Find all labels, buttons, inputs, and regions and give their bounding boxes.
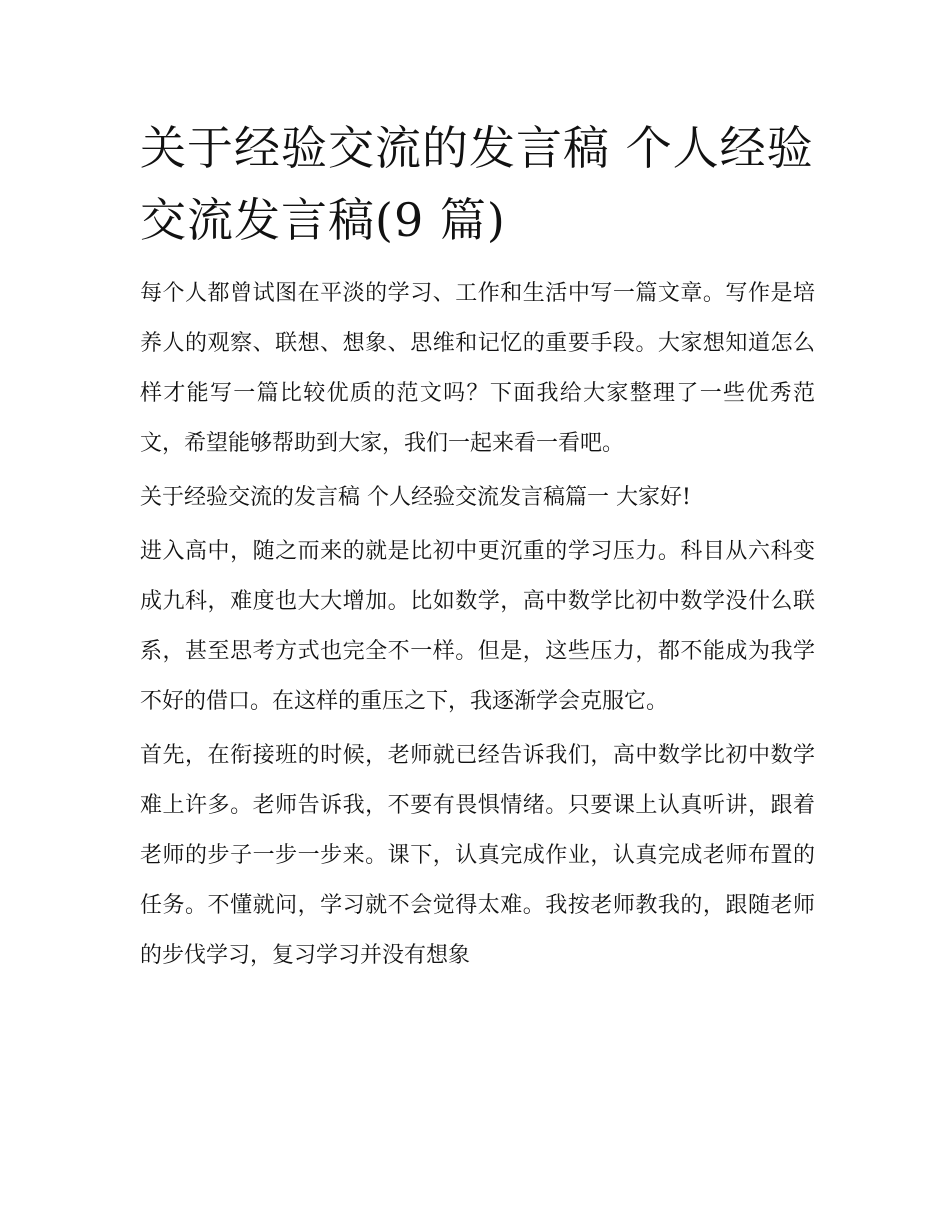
paragraph-body-2: 首先，在衔接班的时候，老师就已经告诉我们，高中数学比初中数学难上许多。老师告诉我，不要有畏惧情绪。只要课上认真听讲，跟着老师的步子一步一步来。课下，认真完成作业，认真完成老师布置的任务。不懂就问，学习就不会觉得太难。我按老师教我的，跟随老师的步伐学习，复习学习并没有想象	[140, 743, 815, 968]
document-title: 关于经验交流的发言稿 个人经验交流发言稿(9 篇)	[140, 121, 814, 247]
document-body	[140, 112, 815, 985]
paragraph-intro: 每个人都曾试图在平淡的学习、工作和生活中写一篇文章。写作是培养人的观察、联想、想象、思维和记忆的重要手段。大家想知道怎么样才能写一篇比较优质的范文吗？下面我给大家整理了一些优秀范文，希望能够帮助到大家，我们一起来看一看吧。	[140, 281, 815, 456]
paragraph-section-heading: 关于经验交流的发言稿 个人经验交流发言稿篇一 大家好!	[140, 485, 691, 510]
paragraph-body-1: 进入高中，随之而来的就是比初中更沉重的学习压力。科目从六科变成九科，难度也大大增加。比如数学，高中数学比初中数学没什么联系，甚至思考方式也完全不一样。但是，这些压力，都不能成为我学不好的借口。在这样的重压之下，我逐渐学会克服它。	[140, 539, 815, 714]
